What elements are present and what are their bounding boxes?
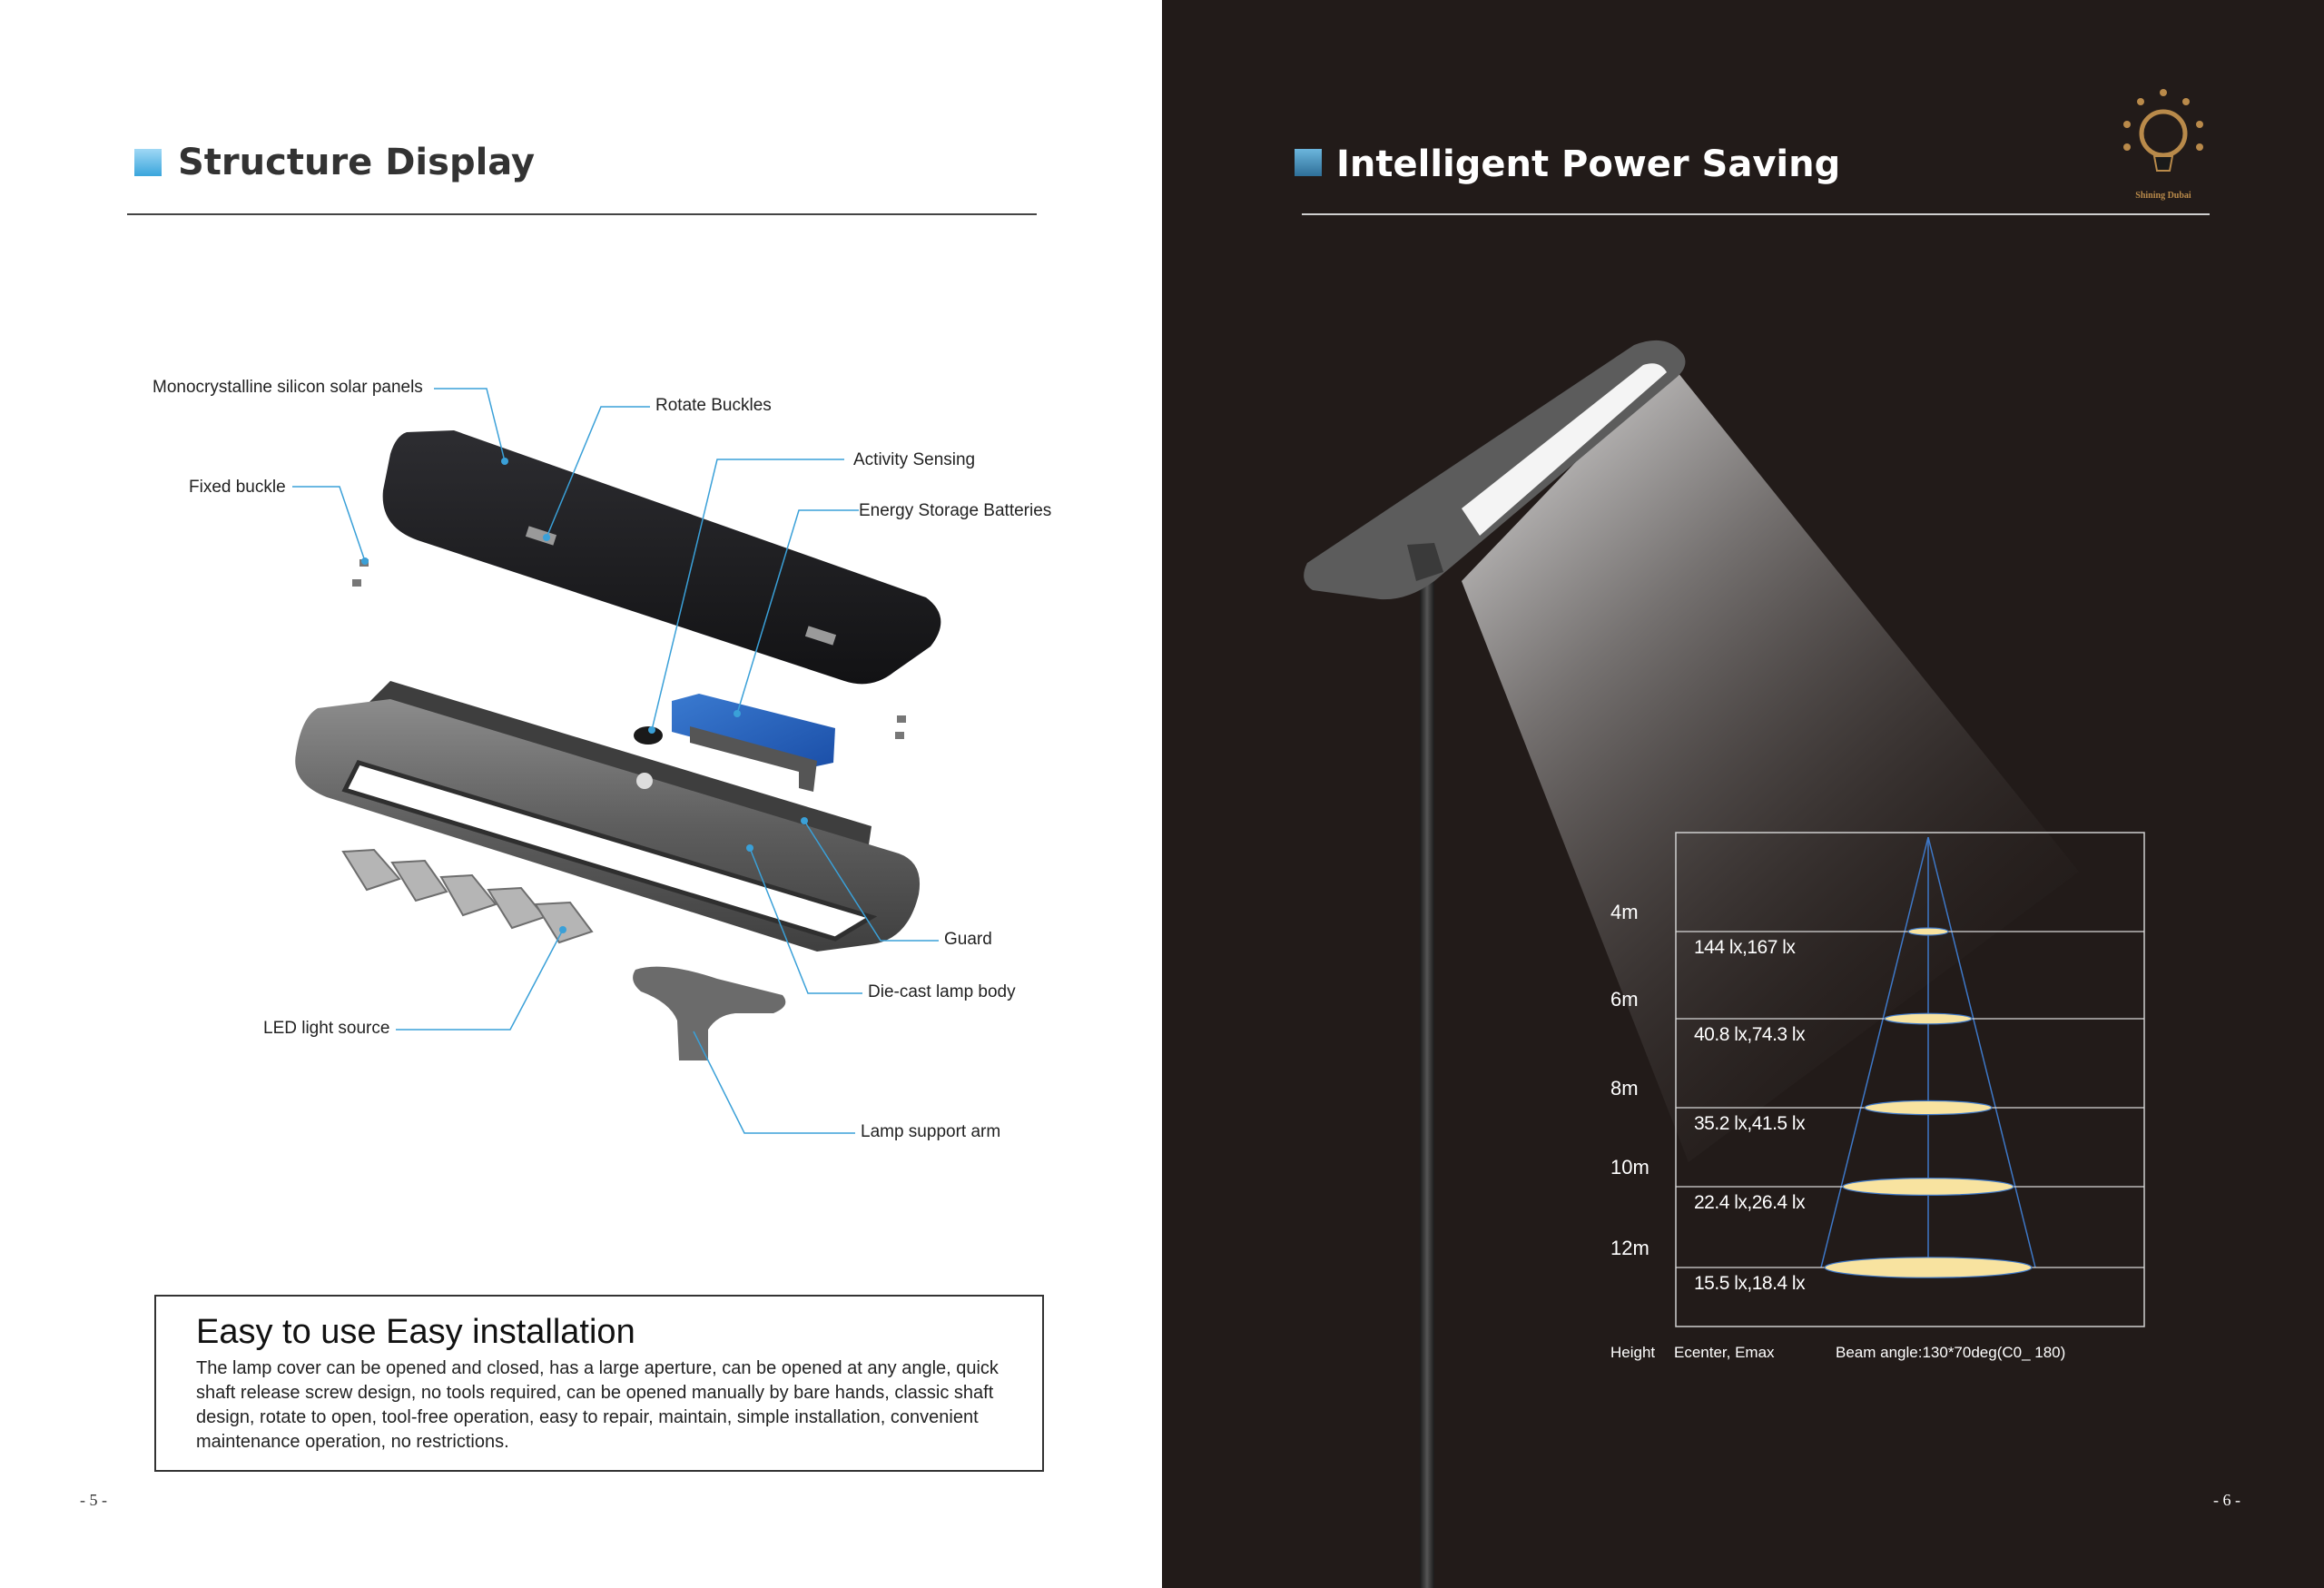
motion-sensor	[634, 726, 663, 745]
page-number-right: - 6 -	[2213, 1491, 2240, 1509]
beam-ellipse	[1825, 1258, 2032, 1277]
lamp-support-arm	[633, 967, 785, 1060]
callout-guard: Guard	[944, 930, 992, 949]
info-box-text: The lamp cover can be opened and closed, has a large aperture, can be opened at any angle, quick shaft release screw design, no tools required, can be opened manually by bare hands, classic shaft design, rotate to open, tool-free operation, easy to repair, maintain, simple installation, convenient maintenance operation, no restrictions.	[196, 1358, 999, 1452]
cone-edge-right	[1928, 837, 2035, 1267]
callout-solar-panels: Monocrystalline silicon solar panels	[153, 378, 423, 397]
page-title: Intelligent Power Saving	[1336, 143, 1841, 185]
fixed-buckle-4	[895, 732, 904, 739]
beam-ellipse	[1908, 928, 1948, 935]
fixed-buckle-2	[352, 579, 361, 587]
callout-fixed-buckle: Fixed buckle	[189, 478, 286, 497]
height-label: 6m	[1610, 988, 1639, 1011]
height-label: 12m	[1610, 1237, 1649, 1259]
beam-ellipse	[1865, 1100, 1992, 1114]
callout-support-arm: Lamp support arm	[861, 1122, 1001, 1141]
height-label: 4m	[1610, 901, 1639, 923]
footer-height-label: Height	[1610, 1344, 1656, 1361]
cone-edge-left	[1821, 837, 1928, 1267]
callout-activity-sensing: Activity Sensing	[853, 450, 976, 469]
chart-frame	[1676, 833, 2144, 1327]
callout-lamp-body: Die-cast lamp body	[868, 982, 1016, 1001]
lux-label: 40.8 lx,74.3 lx	[1694, 1024, 1806, 1045]
fixed-buckle-3	[897, 715, 906, 723]
footer-lux-label: Ecenter, Emax	[1674, 1344, 1775, 1361]
info-box-heading: Easy to use Easy installation	[196, 1313, 635, 1351]
right-page	[1162, 0, 2324, 1588]
page-number-left: - 5 -	[80, 1491, 107, 1509]
lux-label: 22.4 lx,26.4 lx	[1694, 1192, 1806, 1213]
info-box	[154, 1295, 1044, 1472]
logo-text: Shining Dubai	[2135, 191, 2191, 201]
page-title: Structure Display	[178, 142, 536, 183]
beam-ellipse	[1885, 1013, 1972, 1024]
height-label: 10m	[1610, 1156, 1649, 1179]
lux-label: 15.5 lx,18.4 lx	[1694, 1273, 1806, 1294]
lux-label: 144 lx,167 lx	[1694, 937, 1796, 958]
callout-led-source: LED light source	[263, 1019, 390, 1038]
footer-beam-angle: Beam angle:130*70deg(C0_ 180)	[1836, 1344, 2066, 1361]
height-label: 8m	[1610, 1077, 1639, 1100]
guard-hole	[636, 773, 653, 789]
callout-batteries: Energy Storage Batteries	[859, 501, 1052, 520]
callout-rotate-buckles: Rotate Buckles	[655, 396, 772, 415]
lux-label: 35.2 lx,41.5 lx	[1694, 1113, 1806, 1134]
beam-ellipse	[1843, 1179, 2014, 1196]
